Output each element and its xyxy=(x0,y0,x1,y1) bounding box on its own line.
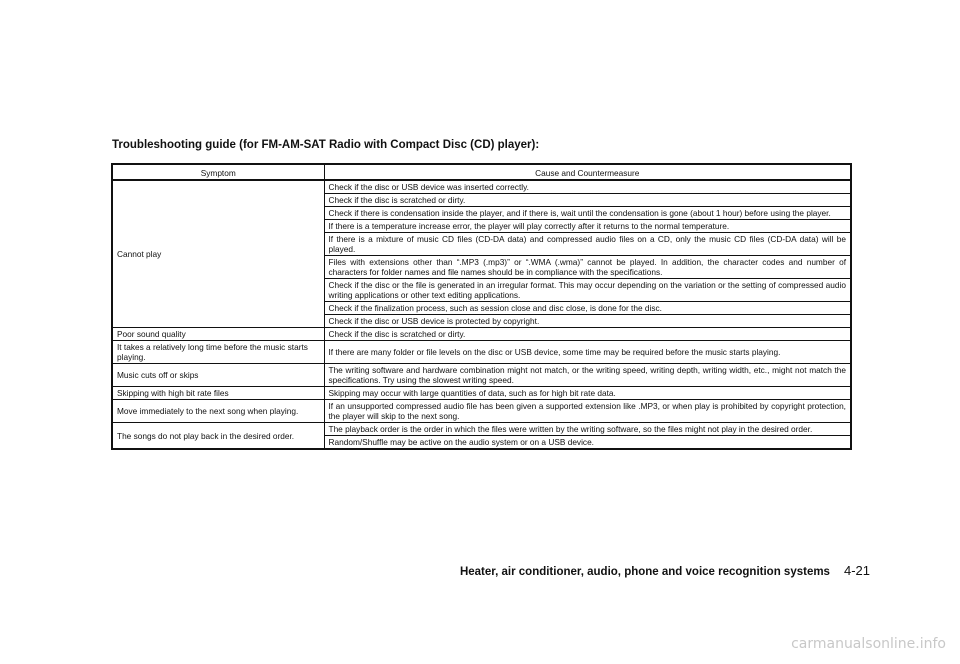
cause-cell: The playback order is the order in which the files were written by the writing software, so the files might not play in the desired order. xyxy=(324,423,851,436)
header-cause: Cause and Countermeasure xyxy=(324,164,851,180)
table-row xyxy=(112,400,851,423)
page-footer xyxy=(460,563,870,578)
cause-cell: Random/Shuffle may be active on the audio system or on a USB device. xyxy=(324,436,851,450)
cause-cell: If there are many folder or file levels on the disc or USB device, some time may be required before the music starts playing. xyxy=(324,341,851,364)
table-row xyxy=(112,423,851,436)
cause-cell: The writing software and hardware combination might not match, or the writing speed, writing depth, writing width, etc., might not match the specifications. Try using the slowest writing speed. xyxy=(324,364,851,387)
symptom-cell: Cannot play xyxy=(112,180,324,328)
cause-cell: If there is a temperature increase error, the player will play correctly after it returns to the normal temperature. xyxy=(324,220,851,233)
cause-cell: Check if the disc or USB device is protected by copyright. xyxy=(324,315,851,328)
symptom-cell: Skipping with high bit rate files xyxy=(112,387,324,400)
footer-section-title: Heater, air conditioner, audio, phone and voice recognition systems xyxy=(459,566,830,578)
header-symptom: Symptom xyxy=(112,164,324,180)
table-row xyxy=(112,328,851,341)
table-row xyxy=(112,341,851,364)
cause-cell: Check if there is condensation inside the player, and if there is, wait until the condensation is gone (about 1 hour) before using the player. xyxy=(324,207,851,220)
symptom-cell: Poor sound quality xyxy=(112,328,324,341)
page-number: 4-21 xyxy=(843,563,870,578)
cause-cell: If an unsupported compressed audio file has been given a supported extension like .MP3, or when play is prohibited by copyright protection, the player will skip to the next song. xyxy=(324,400,851,423)
symptom-cell: The songs do not play back in the desired order. xyxy=(112,423,324,450)
cause-cell: If there is a mixture of music CD files (CD-DA data) and compressed audio files on a CD, only the music CD files (CD-DA data) will be played. xyxy=(324,233,851,256)
cause-cell: Check if the disc or the file is generated in an irregular format. This may occur depending on the variation or the setting of compressed audio writing applications or other text editing applications. xyxy=(324,279,851,302)
symptom-cell: It takes a relatively long time before the music starts playing. xyxy=(112,341,324,364)
table-header-row xyxy=(112,164,851,180)
page-title: Troubleshooting guide (for FM-AM-SAT Radio with Compact Disc (CD) player): xyxy=(112,139,540,151)
cause-cell: Check if the finalization process, such as session close and disc close, is done for the disc. xyxy=(324,302,851,315)
table-row xyxy=(112,364,851,387)
table-row xyxy=(112,387,851,400)
symptom-cell: Move immediately to the next song when playing. xyxy=(112,400,324,423)
troubleshooting-table xyxy=(111,163,852,450)
cause-cell: Files with extensions other than “.MP3 (.mp3)” or “.WMA (.wma)” cannot be played. In addition, the character codes and number of characters for folder names and file names should be in compliance with the specifications. xyxy=(324,256,851,279)
cause-cell: Check if the disc is scratched or dirty. xyxy=(324,194,851,207)
cause-cell: Check if the disc or USB device was inserted correctly. xyxy=(324,180,851,194)
watermark: carmanualsonline.info xyxy=(791,636,946,652)
cause-cell: Check if the disc is scratched or dirty. xyxy=(324,328,851,341)
cause-cell: Skipping may occur with large quantities of data, such as for high bit rate data. xyxy=(324,387,851,400)
symptom-cell: Music cuts off or skips xyxy=(112,364,324,387)
table-row xyxy=(112,180,851,194)
